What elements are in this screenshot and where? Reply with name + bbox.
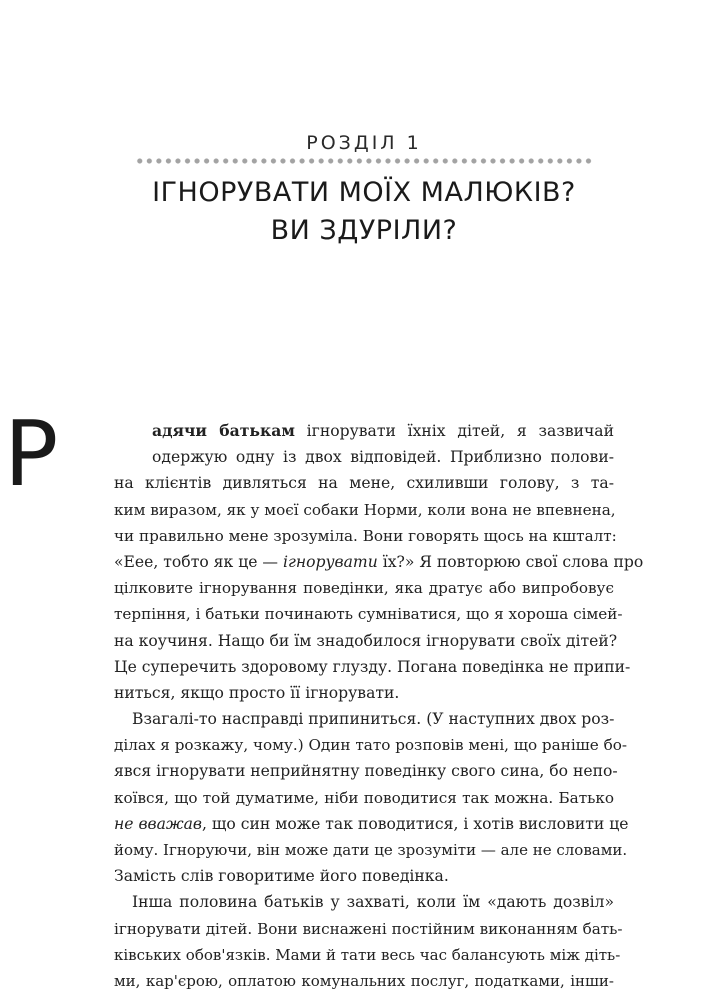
text-line: ми, кар'єрою, оплатою комунальних послуг, податками, інши-	[114, 971, 614, 990]
text-line: Інша половина батьків у захваті, коли їм «дають дозвіл»	[132, 893, 614, 912]
drop-cap: Р	[4, 402, 59, 507]
body-text	[114, 418, 644, 994]
text-line: Це суперечить здоровому глузду. Погана поведінка не припи-	[114, 657, 631, 676]
text-line: цілковите ігнорування поведінки, яка дратує або випробовує	[114, 579, 614, 598]
chapter-title-line-1: ІГНОРУВАТИ МОЇХ МАЛЮКІВ?	[152, 177, 576, 208]
text-line: ниться, якщо просто її ігнорувати.	[114, 683, 400, 702]
chapter-label: РОЗДІЛ 1	[306, 132, 422, 154]
dotted-divider	[135, 157, 593, 165]
text-line: йому. Ігноруючи, він може дати це зрозуміти — але не словами.	[114, 841, 628, 859]
text-line: ким виразом, як у моєї собаки Норми, коли вона не впевнена,	[114, 500, 616, 519]
text-line: адячи батькам ігнорувати їхніх дітей, я зазвичай	[152, 421, 614, 440]
chapter-title-line-2: ВИ ЗДУРІЛИ?	[270, 215, 458, 246]
italic-phrase: ігнорувати	[282, 552, 378, 571]
text-line: на клієнтів дивляться на мене, схиливши голову, з та-	[114, 474, 614, 493]
text-line: ківських обов'язків. Мами й тати весь час балансують між діть-	[114, 945, 621, 964]
text-line: терпіння, і батьки починають сумніватися, що я хороша сімей-	[114, 605, 623, 624]
bold-phrase: адячи батькам	[152, 421, 295, 440]
text-line: «Еее, тобто як це — ігнорувати їх?» Я повторюю свої слова про	[114, 552, 644, 571]
text-line: Замість слів говоритиме його поведінка.	[114, 867, 449, 886]
text-line: чи правильно мене зрозуміла. Вони говорять щось на кшталт:	[114, 526, 617, 545]
italic-phrase: не вважав	[114, 814, 203, 833]
text-line: на коучиня. Нащо би їм знадобилося ігнорувати своїх дітей?	[114, 631, 618, 650]
text-line: не вважав, що син може так поводитися, і хотів висловити це	[114, 814, 629, 833]
text-line: коївся, що той думатиме, ніби поводитися так можна. Батько	[114, 788, 614, 807]
text-line: ділах я розкажу, чому.) Один тато розповів мені, що раніше бо-	[114, 736, 628, 755]
text-line: Взагалі-то насправді припиниться. (У наступних двох роз-	[132, 710, 615, 729]
text-line: явся ігнорувати неприйнятну поведінку свого сина, бо непо-	[114, 762, 618, 781]
chapter-title	[0, 174, 728, 250]
text-line: ігнорувати дітей. Вони виснажені постійним виконанням бать-	[114, 919, 623, 938]
text-line: одержую одну із двох відповідей. Приблизно полови-	[152, 448, 614, 467]
